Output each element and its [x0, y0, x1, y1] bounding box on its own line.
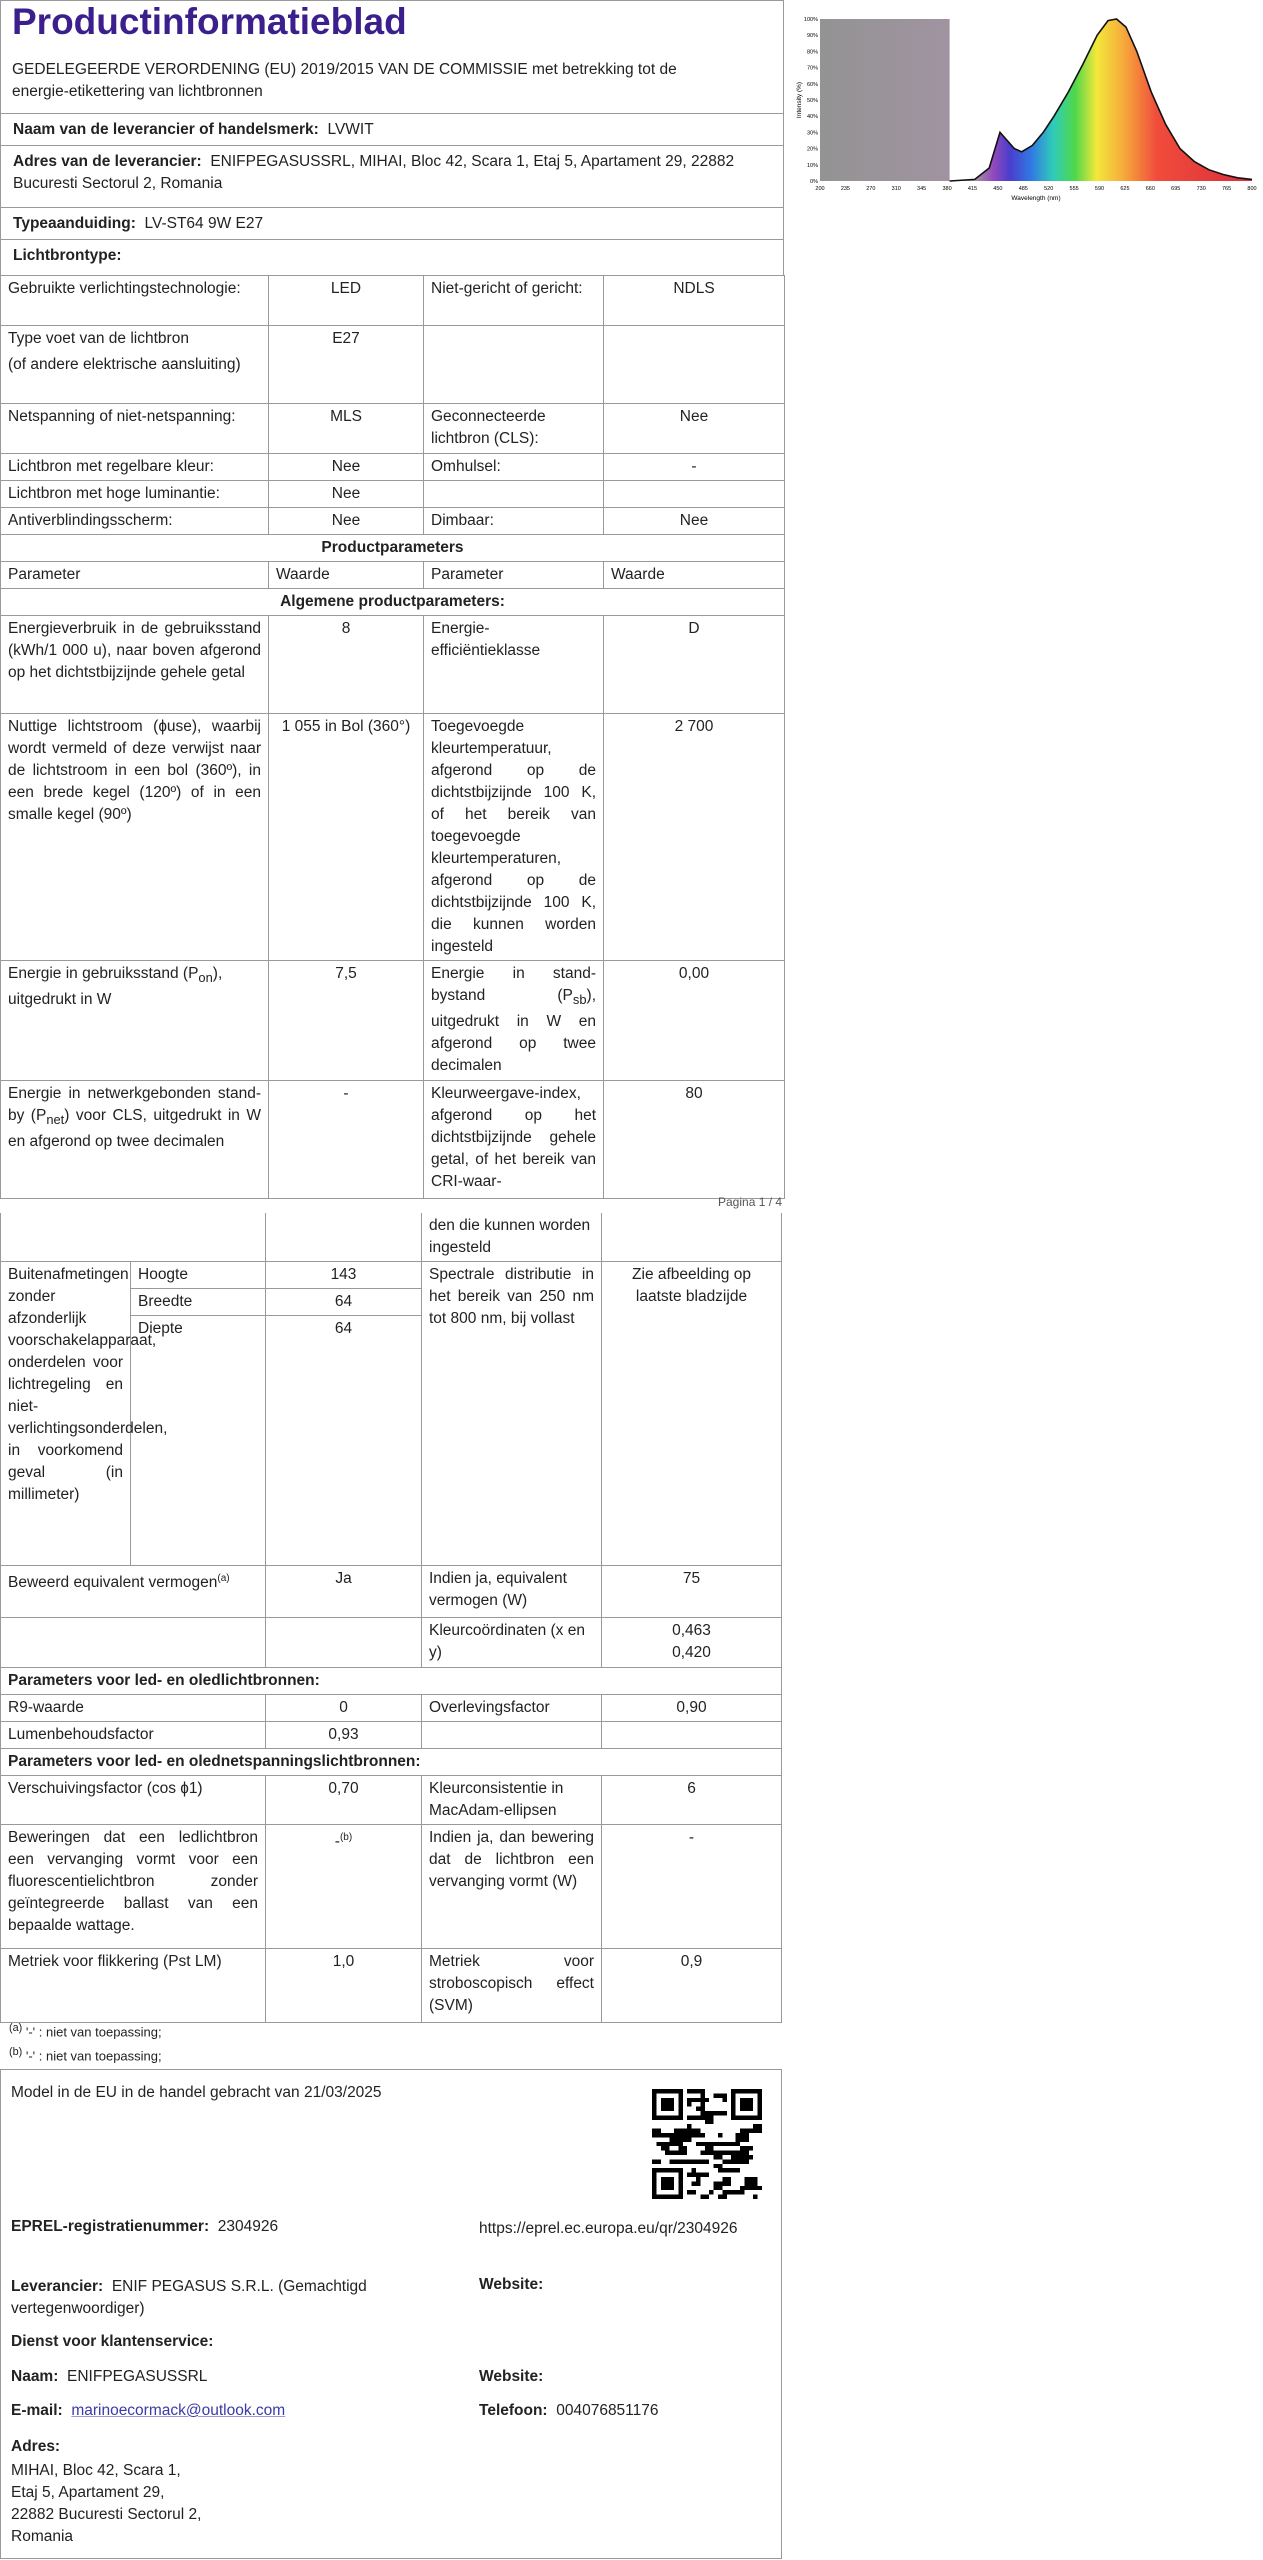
- r9-value: 0: [266, 1695, 422, 1722]
- directional-value: NDLS: [604, 276, 785, 326]
- x-tick-label: 200: [815, 186, 825, 192]
- x-tick-label: 660: [1145, 186, 1155, 192]
- y-axis-label: Intensity (%): [796, 81, 803, 119]
- class-value: D: [604, 616, 785, 714]
- placed-on-market: Model in de EU in de handel gebracht van 21/03/2025: [11, 2084, 382, 2101]
- tech-value: LED: [269, 276, 424, 326]
- energy-value: 8: [269, 616, 424, 714]
- x-tick-label: 765: [1221, 186, 1232, 192]
- params-table-continued: [0, 1213, 782, 2023]
- x-tick-label: 520: [1044, 186, 1054, 192]
- cri-label: Kleurweergave-index, afgerond op het dichtstbijzijnde gehele getal, of het bereik van CRI-waar-: [424, 1081, 604, 1199]
- col-value-1: Waarde: [269, 562, 424, 589]
- glare-value: Nee: [269, 508, 424, 535]
- width-label: Breedte: [131, 1289, 266, 1316]
- y-tick-label: 90%: [806, 33, 818, 40]
- email-link[interactable]: marinoecormack@outlook.com: [71, 2402, 286, 2419]
- x-tick-label: 270: [866, 186, 876, 192]
- psb-sub: sb: [572, 992, 587, 1008]
- pnet-label: [1, 1081, 269, 1199]
- cap-empty-1: [424, 326, 604, 404]
- replace-label: Beweringen dat een ledlichtbron een vervanging vormt voor een fluorescentielichtbron zonder geïntegreerde ballast van een bepaalde wattage.: [1, 1825, 266, 1949]
- cap-label: [1, 326, 269, 404]
- depth-label: Diepte: [131, 1316, 266, 1566]
- phone-label: Telefoon:: [479, 2402, 548, 2419]
- y-tick-label: 80%: [806, 49, 818, 56]
- pon-label-a: Energie in gebruiksstand (P: [8, 965, 199, 982]
- model-value: LV-ST64 9W E27: [144, 215, 264, 232]
- y-tick-label: 30%: [806, 130, 818, 137]
- connected-value: Nee: [604, 404, 785, 454]
- eprel-label: EPREL-registratienummer:: [11, 2218, 210, 2235]
- cont-empty-1: [1, 1213, 266, 1262]
- x-axis-label: Wavelength (nm): [1011, 195, 1061, 202]
- equiv-value: Ja: [266, 1566, 422, 1618]
- lightsource-type-heading: Lichtbrontype:: [13, 247, 122, 264]
- supplier-name-label: Naam van de leverancier of handelsmerk:: [13, 121, 319, 138]
- height-value: 143: [266, 1262, 422, 1289]
- svm-label: Metriek voor stroboscopisch effect (SVM): [422, 1949, 602, 2023]
- model-row: [0, 208, 784, 240]
- dims-label: Buitenafmetingen zonder afzonderlijk voorschakelapparaat, onderdelen voor lichtregeling en niet-verlichtingsonderdelen, in voorkomend geval (in millimeter): [1, 1262, 131, 1566]
- x-tick-label: 235: [840, 186, 851, 192]
- spd-value: Zie afbeelding op laatste bladzijde: [602, 1262, 782, 1566]
- col-param-2: Parameter: [424, 562, 604, 589]
- y-tick-label: 20%: [806, 146, 818, 153]
- supplier-name-row: [0, 114, 784, 146]
- page-subtitle: GEDELEGEERDE VERORDENING (EU) 2019/2015 VAN DE COMMISSIE met betrekking tot de energie-etikettering van lichtbronnen: [12, 61, 677, 100]
- luminance-label: Lichtbron met hoge luminantie:: [1, 481, 269, 508]
- replace-value: [266, 1825, 422, 1949]
- luminance-empty-2: [604, 481, 785, 508]
- equiv-w-value: 75: [602, 1566, 782, 1618]
- cos-value: 0,70: [266, 1776, 422, 1825]
- colour-label: Lichtbron met regelbare kleur:: [1, 454, 269, 481]
- lightsource-table: [0, 275, 785, 1199]
- psb-label-b: ), uitgedrukt in W en afgerond op twee decimalen: [431, 987, 596, 1075]
- glare-label: Antiverblindingsscherm:: [1, 508, 269, 535]
- psb-label: [424, 961, 604, 1081]
- cos-label: Verschuivingsfactor (cos ɸ1): [1, 1776, 266, 1825]
- cap-label-line2: (of andere elektrische aansluiting): [8, 356, 241, 373]
- pnet-value: -: [269, 1081, 424, 1199]
- cont-empty-3: [602, 1213, 782, 1262]
- spectral-distribution-chart: [795, 17, 1257, 202]
- footnote-b-mark: (b): [9, 2046, 23, 2058]
- xy-empty-2: [266, 1618, 422, 1668]
- col-param-1: Parameter: [1, 562, 269, 589]
- xy-label: Kleurcoördinaten (x en y): [422, 1618, 602, 1668]
- psb-label-a: Energie in stand-bystand (P: [431, 965, 596, 1004]
- x-tick-label: 310: [891, 186, 901, 192]
- psb-value: 0,00: [604, 961, 785, 1081]
- mains-label: Netspanning of niet-netspanning:: [1, 404, 269, 454]
- page-title: Productinformatieblad: [12, 1, 407, 42]
- cont-empty-2: [266, 1213, 422, 1262]
- svm-value: 0,9: [602, 1949, 782, 2023]
- address-line-2: Etaj 5, Apartament 29,: [11, 2484, 165, 2501]
- y-tick-label: 40%: [806, 114, 818, 121]
- lumen-label: Lumenbehoudsfactor: [1, 1722, 266, 1749]
- luminance-value: Nee: [269, 481, 424, 508]
- x-tick-label: 695: [1171, 186, 1181, 192]
- dimmable-value: Nee: [604, 508, 785, 535]
- supplier-info-label: Leverancier:: [11, 2278, 104, 2295]
- col-value-2: Waarde: [604, 562, 785, 589]
- envelope-value: -: [604, 454, 785, 481]
- equiv-w-label: Indien ja, equivalent vermogen (W): [422, 1566, 602, 1618]
- x-tick-label: 625: [1120, 186, 1130, 192]
- class-label: Energie-efficiëntieklasse: [424, 616, 604, 714]
- tech-label: Gebruikte verlichtingstechnologie:: [1, 276, 269, 326]
- email-row: [11, 2402, 285, 2420]
- connected-label: Geconnecteerde lichtbron (CLS):: [424, 404, 604, 454]
- lightsource-type-row: [0, 240, 784, 276]
- cap-label-line1: Type voet van de lichtbron: [8, 330, 189, 347]
- replace-sup: (b): [339, 1832, 353, 1843]
- spd-label: Spectrale distributie in het bereik van 250 nm tot 800 nm, bij vollast: [422, 1262, 602, 1566]
- directional-label: Niet-gericht of gericht:: [424, 276, 604, 326]
- replace-w-value: -: [602, 1825, 782, 1949]
- model-label: Typeaanduiding:: [13, 215, 136, 232]
- address-line-1: MIHAI, Bloc 42, Scara 1,: [11, 2462, 181, 2479]
- dimmable-label: Dimbaar:: [424, 508, 604, 535]
- width-value: 64: [266, 1289, 422, 1316]
- y-tick-label: 0%: [810, 179, 818, 185]
- cap-empty-2: [604, 326, 785, 404]
- depth-value: 64: [266, 1316, 422, 1566]
- xy-y: 0,420: [672, 1644, 711, 1661]
- pon-sub: on: [198, 970, 213, 986]
- pon-label-b: ), uitgedrukt in W: [8, 965, 223, 1009]
- address-line-4: Romania: [11, 2528, 74, 2545]
- macadam-label: Kleurconsistentie in MacAdam-ellipsen: [422, 1776, 602, 1825]
- equiv-label-text: Beweerd equivalent vermogen: [8, 1574, 218, 1592]
- mains-heading: Parameters voor led- en olednetspanningslichtbronnen:: [1, 1749, 782, 1776]
- y-tick-label: 100%: [803, 17, 818, 23]
- supplier-address-value: ENIFPEGASUSSRL, MIHAI, Bloc 42, Scara 1, Etaj 5, Apartament 29, 22882 Bucuresti Sectorul 2, Romania: [13, 153, 735, 192]
- header-box: [0, 0, 784, 114]
- led-heading: Parameters voor led- en oledlichtbronnen:: [1, 1668, 782, 1695]
- equiv-sup: (a): [217, 1573, 230, 1584]
- pst-label: Metriek voor flikkering (Pst LM): [1, 1949, 266, 2023]
- macadam-value: 6: [602, 1776, 782, 1825]
- supplier-info-row: [11, 2276, 471, 2320]
- lumen-empty-1: [422, 1722, 602, 1749]
- cri-label-cont: den die kunnen worden ingesteld: [422, 1213, 602, 1262]
- pnet-label-b: ) voor CLS, uitgedrukt in W en afgerond op twee decimalen: [8, 1107, 261, 1151]
- customer-service-heading: Dienst voor klantenservice:: [11, 2333, 214, 2350]
- footnote-b: [9, 2046, 162, 2063]
- footnote-a-text: '-' : niet van toepassing;: [25, 2024, 162, 2040]
- xy-values: [602, 1618, 782, 1668]
- energy-label: Energieverbruik in de gebruiksstand (kWh/1 000 u), naar boven afgerond op het dichtstbijzijnde gehele getal: [1, 616, 269, 714]
- supplier-website-label: Website:: [479, 2276, 544, 2293]
- x-tick-label: 345: [917, 186, 927, 192]
- product-params-heading: Productparameters: [1, 535, 785, 562]
- xy-empty-1: [1, 1618, 266, 1668]
- phone-row: [479, 2402, 659, 2420]
- x-tick-label: 380: [942, 186, 952, 192]
- x-tick-label: 555: [1069, 186, 1079, 192]
- pst-value: 1,0: [266, 1949, 422, 2023]
- service-name-label: Naam:: [11, 2368, 59, 2385]
- qr-code: [652, 2089, 762, 2199]
- supplier-name-value: LVWIT: [327, 121, 374, 138]
- height-label: Hoogte: [131, 1262, 266, 1289]
- replace-dash: -: [334, 1833, 340, 1851]
- luminance-empty-1: [424, 481, 604, 508]
- page-number: Pagina 1 / 4: [718, 1195, 783, 1209]
- flux-label: Nuttige lichtstroom (ɸuse), waarbij wordt vermeld of deze verwijst naar de lichtstroom in een bol (360º), in een brede kegel (120º) of in een smalle kegel (90º): [1, 714, 269, 961]
- service-name-value: ENIFPEGASUSSRL: [67, 2368, 208, 2385]
- cap-value: E27: [269, 326, 424, 404]
- eprel-row: [11, 2218, 278, 2236]
- y-tick-label: 70%: [806, 65, 818, 72]
- lumen-empty-2: [602, 1722, 782, 1749]
- eprel-value: 2304926: [217, 2218, 279, 2235]
- footnote-b-text: '-' : niet van toepassing;: [25, 2048, 162, 2064]
- survival-value: 0,90: [602, 1695, 782, 1722]
- pon-label: [1, 961, 269, 1081]
- x-tick-label: 800: [1247, 186, 1257, 192]
- colour-value: Nee: [269, 454, 424, 481]
- footnote-a-mark: (a): [9, 2022, 23, 2034]
- supplier-address-label: Adres van de leverancier:: [13, 153, 202, 170]
- address-label: Adres:: [11, 2438, 61, 2455]
- lumen-value: 0,93: [266, 1722, 422, 1749]
- xy-x: 0,463: [672, 1622, 711, 1639]
- x-tick-label: 730: [1196, 186, 1206, 192]
- pon-value: 7,5: [269, 961, 424, 1081]
- phone-value: 004076851176: [556, 2402, 659, 2419]
- y-tick-label: 10%: [806, 162, 818, 169]
- address-line-3: 22882 Bucuresti Sectorul 2,: [11, 2506, 202, 2523]
- eprel-link[interactable]: https://eprel.ec.europa.eu/qr/2304926: [479, 2220, 738, 2237]
- cri-value: 80: [604, 1081, 785, 1199]
- cct-label: Toegevoegde kleurtemperatuur, afgerond op de dichtstbijzijnde 100 K, of het bereik van toegevoegde kleurtemperaturen, afgerond op de dichtstbijzijnde 100 K, die kunnen worden ingesteld: [424, 714, 604, 961]
- replace-w-label: Indien ja, dan bewering dat de lichtbron een vervanging vormt (W): [422, 1825, 602, 1949]
- x-tick-label: 485: [1018, 186, 1028, 192]
- survival-label: Overlevingsfactor: [422, 1695, 602, 1722]
- footnote-a: [9, 2022, 162, 2039]
- y-tick-label: 50%: [806, 98, 818, 104]
- x-tick-label: 415: [967, 186, 978, 192]
- general-params-heading: Algemene productparameters:: [1, 589, 785, 616]
- pnet-sub: net: [46, 1112, 65, 1128]
- email-label: E-mail:: [11, 2402, 63, 2419]
- equiv-label: [1, 1566, 266, 1618]
- cct-value: 2 700: [604, 714, 785, 961]
- flux-value: 1 055 in Bol (360°): [269, 714, 424, 961]
- supplier-address-row: [0, 146, 784, 208]
- service-website-label: Website:: [479, 2368, 544, 2385]
- supplier-info-value: ENIF PEGASUS S.R.L. (Gemachtigd vertegenwoordiger): [11, 2278, 367, 2317]
- pnet-label-a: Energie in netwerkgebonden stand-by (P: [8, 1085, 261, 1124]
- mains-value: MLS: [269, 404, 424, 454]
- service-name-row: [11, 2368, 207, 2386]
- envelope-label: Omhulsel:: [424, 454, 604, 481]
- x-tick-label: 590: [1094, 186, 1105, 192]
- r9-label: R9-waarde: [1, 1695, 266, 1722]
- address-block: [11, 2460, 201, 2548]
- y-tick-label: 60%: [806, 81, 818, 88]
- x-tick-label: 450: [993, 186, 1003, 192]
